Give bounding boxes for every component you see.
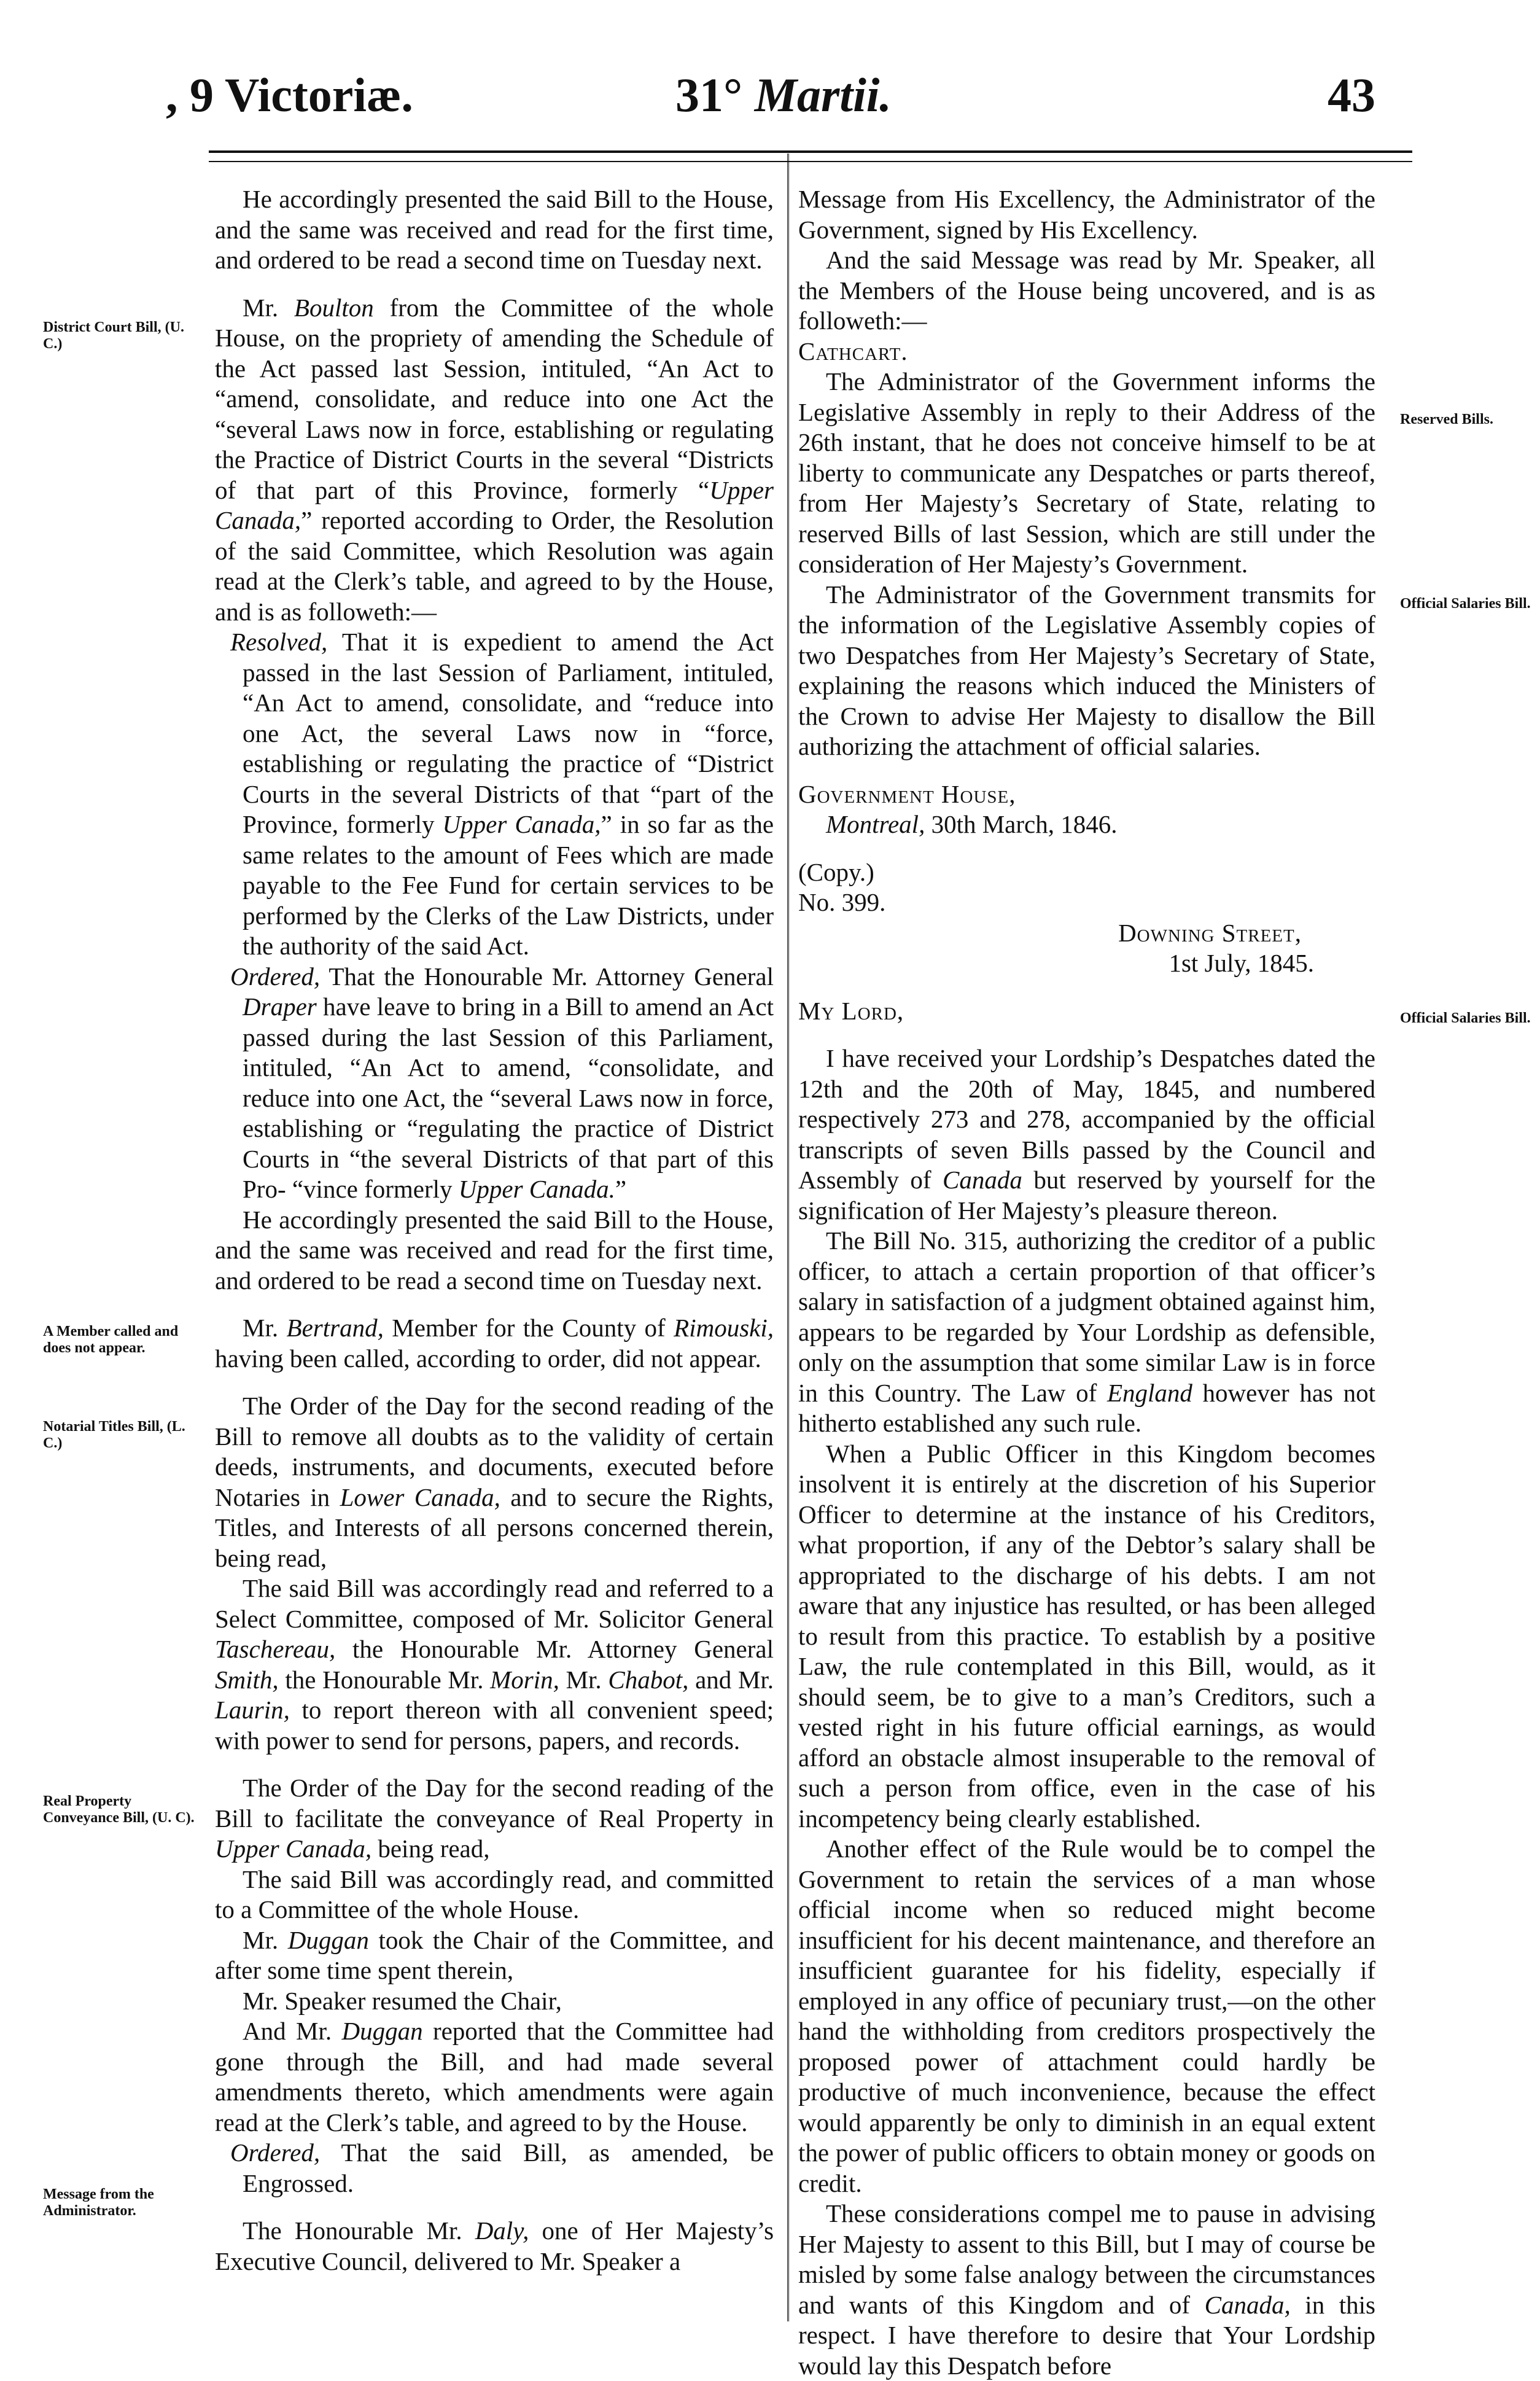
text: one of Her Majesty’s Executive Council, delivered to Mr. Speaker a [215, 2216, 774, 2275]
paragraph [215, 1773, 774, 1865]
person-name: Duggan [287, 1925, 369, 1954]
column-divider [787, 154, 789, 2321]
ordered-label: Ordered, [230, 2138, 321, 2167]
text: The said Bill was accordingly read and referred to a Select Committee, composed of Mr. Solicitor General [215, 1574, 774, 1633]
margin-note-member-called: A Member called and does not appear. [43, 1323, 179, 1356]
place-name: Upper Canada. [458, 1175, 615, 1203]
text: having been called, according to order, did not appear. [215, 1344, 761, 1373]
text: And Mr. [243, 2017, 332, 2045]
paragraph [215, 1925, 774, 1986]
text: in this respect. I have therefore to desire that Your Lordship would lay this Despatch before [798, 2290, 1376, 2380]
text: to report thereon with all convenient speed; with power to send for persons, papers, and records. [215, 1696, 774, 1755]
paragraph: And the said Message was read by Mr. Speaker, all the Members of the House being uncovered, and is as followeth:— [798, 246, 1375, 335]
text: the Honourable Mr. [285, 1665, 484, 1694]
header-date [675, 68, 892, 123]
paragraph [215, 1573, 774, 1756]
paragraph [215, 2016, 774, 2138]
text: from the Committee of the whole House, on the propriety of amending the Schedule of the Act passed last Session, intituled, “An Act to “amend, consolidate, and reduce into one Act the “several Laws now in force, establishing or regulating the Practice of District Courts in the several “Districts of that part of this Province, formerly “ [215, 293, 774, 504]
header-date-number: 31° [675, 68, 743, 122]
paragraph: He accordingly presented the said Bill to the House, and the same was received and read for the first time, and ordered to be read a second time on Tuesday next. [215, 1205, 774, 1295]
person-name: Duggan [341, 2017, 423, 2045]
paragraph [215, 293, 774, 628]
margin-note-message: Message from the Administrator. [43, 2186, 154, 2219]
person-name: Bertrand, [286, 1314, 384, 1342]
place-name: Rimouski, [674, 1314, 774, 1342]
text: That it is expedient to amend the Act passed in the last Session of Parliament, intituled, “An Act to amend, consolidate, and “reduce into one Act, the several Laws now in “force, establishing or regulating the practice of “District Courts in the several Districts of that “part of the Province, formerly [243, 628, 774, 838]
paragraph: When a Public Officer in this Kingdom becomes insolvent it is entirely at the discretion of his Superior Officer to determine at the instance of his Creditors, what proportion, if any of the Debtor’s salary shall be appropriated to the discharge of his debts. I am not aware that any injustice has resulted, or has been alleged to result from this practice. To establish by a positive Law, the rule contemplated in this Bill, would, as it should seem, be to give to a man’s Creditors, such a vested right in his future official earnings, as would afford an obstacle almost insuperable to the removal of such a person from office, even in the case of his incompetency being clearly established. [798, 1439, 1375, 1833]
paragraph [215, 2216, 774, 2277]
paragraph: He accordingly presented the said Bill to the House, and the same was received and read for the first time, and ordered to be read a second time on Tuesday next. [215, 185, 774, 274]
paragraph: Another effect of the Rule would be to compel the Government to retain the services of a man whose official income when so reduced might become insufficient for his decent maintenance, and therefore an insufficient guarantee for his fidelity, especially if employed in any office of pecuniary trust,—on the other hand the withholding from creditors prospectively the proposed power of attachment could hardly be productive of much inconvenience, because the effect would apparently be only to diminish in an equal extent the power of public officers to obtain money or goods on credit. [798, 1834, 1375, 2197]
person-name: Taschereau, [215, 1635, 336, 1663]
place-name: Lower Canada, [340, 1483, 500, 1511]
dateline-date [798, 809, 1375, 840]
header-rule [209, 150, 1412, 153]
dateline-place: Government House, [798, 779, 1016, 808]
margin-note-real-property: Real Property Conveyance Bill, (U. C). [43, 1793, 195, 1826]
paragraph: Message from His Excellency, the Administrator of the Government, signed by His Excellency. [798, 185, 1375, 244]
text: These considerations compel me to pause in advising Her Majesty to assent to this Bill, but I may of course be misled by some false analogy between the circumstances and wants of this Kingdom and of [798, 2199, 1375, 2319]
paragraph [215, 2138, 774, 2199]
place-name: England [1106, 1378, 1192, 1407]
place-name: Montreal, [826, 810, 925, 838]
text: Mr. [566, 1665, 602, 1694]
person-name: Draper [243, 992, 317, 1021]
header-session: , 9 Victoriæ. [166, 68, 413, 122]
left-column [215, 184, 774, 2277]
page-number: 43 [1328, 68, 1375, 122]
text: The Order of the Day for the second reading of the Bill to remove all doubts as to the validity of certain deeds, instruments, and documents, executed before Notaries in [215, 1392, 774, 1511]
text: Member for the County of [392, 1314, 666, 1342]
paragraph: The said Bill was accordingly read, and committed to a Committee of the whole House. [215, 1865, 774, 1923]
text: however has not hitherto established any such rule. [798, 1378, 1376, 1437]
person-name: Laurin, [215, 1696, 290, 1724]
despatch-date: 1st July, 1845. [1169, 949, 1314, 977]
text: The Order of the Day for the second reading of the Bill to facilitate the conveyance of Real Property in [215, 1774, 774, 1833]
text: That the Honourable Mr. Attorney General [329, 962, 774, 991]
header-rule-thin [209, 161, 1412, 162]
margin-note-official-2: Official Salaries Bill. [1400, 1010, 1531, 1026]
text: took the Chair of the Committee, and after some time spent therein, [215, 1925, 774, 1984]
text: I have received your Lordship’s Despatches dated the 12th and the 20th of May, 1845, and numbered respectively 273 and 278, accompanied by the official transcripts of seven Bills passed by the Council and Assembly of [798, 1044, 1375, 1194]
salutation: My Lord, [798, 996, 904, 1025]
text: Mr. [243, 293, 279, 322]
header-date-month: Martii. [754, 68, 892, 122]
text: ” [615, 1175, 627, 1203]
paragraph: The Administrator of the Government transmits for the information of the Legislative Assembly copies of two Despatches from Her Majesty’s Secretary of State, explaining the reasons which induced the Ministers of the Crown to advise Her Majesty to disallow the Bill authorizing the attachment of official salaries. [798, 580, 1375, 760]
text: have leave to bring in a Bill to amend an Act passed during the last Session of this Parliament, intituled, “An Act to amend, “consolidate, and reduce into one Act, the “several Laws now in force, establishing or “regulating the practice of District Courts in “the several Districts of that part of this Pro- “vince formerly [243, 992, 774, 1203]
text: being read, [378, 1834, 490, 1863]
despatch-number: No. 399. [798, 888, 886, 916]
person-name: Boulton [294, 293, 374, 322]
text: That the said Bill, as amended, be Engrossed. [243, 2138, 774, 2197]
paragraph [798, 1043, 1375, 1226]
text: The Bill No. 315, authorizing the creditor of a public officer, to attach a certain proportion of that officer’s salary in satisfaction of a judgment obtained against him, appears to be regarded by Your Lordship as defensible, only on the assumption that some similar Law is in force in this Country. The Law of [798, 1226, 1375, 1407]
person-name: Daly, [475, 2216, 529, 2245]
place-name: Upper Canada, [215, 475, 774, 534]
paragraph [215, 1391, 774, 1573]
person-name: Morin, [490, 1665, 559, 1694]
person-name: Smith, [215, 1665, 279, 1694]
text: and to secure the Rights, Titles, and Interests of all persons concerned therein, being read, [215, 1483, 774, 1572]
paragraph [215, 1313, 774, 1374]
place-name: Upper Canada, [442, 810, 601, 838]
text: but reserved by yourself for the signification of Her Majesty’s pleasure thereon. [798, 1166, 1375, 1225]
paragraph: The Administrator of the Government informs the Legislative Assembly in reply to their Address of the 26th instant, that he does not conceive himself to be at liberty to communicate any Despatches or parts thereof, from Her Majesty’s Secretary of State, relating to reserved Bills of last Session, which are still under the consideration of Her Majesty’s Government. [798, 367, 1375, 578]
paragraph [215, 962, 774, 1205]
margin-note-official-1: Official Salaries Bill. [1400, 596, 1531, 612]
text: the Honourable Mr. Attorney General [352, 1635, 774, 1663]
text: and Mr. [695, 1665, 774, 1694]
text: reported that the Committee had gone through the Bill, and had made several amendments thereto, which amendments were again read at the Clerk’s table, and agreed to by the House. [215, 2017, 774, 2137]
text: Mr. [243, 1314, 279, 1342]
text: ” reported according to Order, the Resolution of the said Committee, which Resolution was again read at the Clerk’s table, and agreed to by the House, and is as followeth:— [215, 506, 774, 626]
paragraph [215, 627, 774, 962]
right-column [798, 184, 1375, 2381]
place-name: Canada, [1204, 2290, 1291, 2319]
text: Mr. [243, 1925, 279, 1954]
copy-label: (Copy.) [798, 857, 874, 886]
downing-street: Downing Street, [1118, 918, 1302, 947]
paragraph [798, 2199, 1375, 2381]
text: ” in so far as the same relates to the amount of Fees which are made payable to the Fee Fund for certain services to be performed by the Clerks of the Law Districts, under the authority of the said Act. [243, 810, 774, 960]
text: The Honourable Mr. [243, 2216, 462, 2245]
place-name: Upper Canada, [215, 1834, 372, 1863]
signature-cathcart: Cathcart. [798, 337, 908, 365]
text: 30th March, 1846. [931, 810, 1118, 838]
person-name: Chabot, [608, 1665, 689, 1694]
paragraph: Mr. Speaker resumed the Chair, [243, 1986, 562, 2015]
resolved-label: Resolved, [230, 628, 328, 656]
margin-note-notarial: Notarial Titles Bill, (L. C.) [43, 1419, 185, 1451]
margin-note-district-court: District Court Bill, (U. C.) [43, 319, 184, 352]
margin-note-reserved: Reserved Bills. [1400, 411, 1493, 427]
place-name: Canada [943, 1166, 1022, 1194]
ordered-label: Ordered, [230, 962, 321, 991]
paragraph [798, 1226, 1375, 1439]
page-header [166, 61, 1388, 135]
